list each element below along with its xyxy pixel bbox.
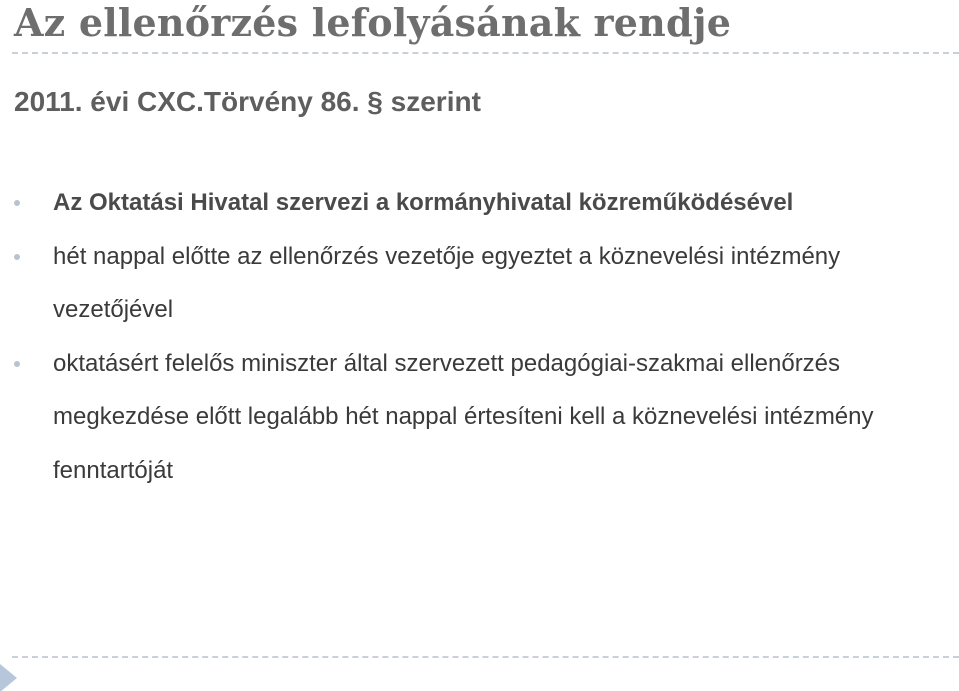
bullet-item-1 — [0, 176, 959, 230]
bullet-dot-icon — [14, 200, 20, 206]
slide-title: Az ellenőrzés lefolyásának rendje — [14, 0, 732, 45]
bullet-dot-icon — [14, 361, 20, 367]
bullet-dot-icon — [14, 254, 20, 260]
footer-divider — [12, 656, 959, 658]
bullet-text-1: Az Oktatási Hivatal szervezi a kormányhivatal közreműködésével — [53, 189, 794, 216]
bullet-item-2 — [0, 230, 959, 337]
slide-subtitle: 2011. évi CXC.Törvény 86. § szerint — [14, 86, 481, 117]
bullet-text-2: hét nappal előtte az ellenőrzés vezetője egyeztet a köznevelési intézmény vezetőjével — [53, 242, 841, 323]
bullet-item-3 — [0, 337, 959, 498]
bullet-list — [0, 176, 959, 497]
title-divider — [12, 52, 959, 54]
bullet-text-3: oktatásért felelős miniszter által szervezett pedagógiai-szakmai ellenőrzés megkezdése előtt legalább hét nappal értesíteni kell a köznevelési intézmény fenntartóját — [53, 349, 874, 484]
triangle-right-icon — [0, 664, 17, 691]
